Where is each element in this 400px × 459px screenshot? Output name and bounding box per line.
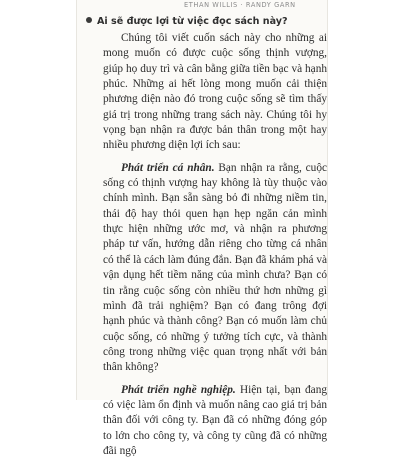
section-question-text: Ai sẽ được lợi từ việc đọc sách này?: [97, 16, 288, 27]
intro-paragraph: Chúng tôi viết cuốn sách này cho những ai mong muốn có được cuộc sống thịnh vượng, giúp họ duy trì và cân bằng giữa tiền bạc và hạnh phúc. Những ai hết lòng mong muốn cải thiện phương diện nào đó trong cuộc sống sẽ tìm thấy giá trị trong những trang sách này. Chúng tôi hy vọng bạn nhận ra được bản thân trong một hay nhiều phương diện lợi ích sau:: [103, 32, 327, 152]
body-text: [103, 31, 327, 459]
personal-development-text: Bạn nhận ra rằng, cuộc sống có thịnh vượng hay không là tùy thuộc vào chính mình. Bạn sẵn sàng bỏ đi những niềm tin, thái độ hay thói quen hạn hẹp ngăn cản mình thực hiện những ước mơ, và nhận ra phương pháp tư vấn, hướng dẫn riêng cho từng cá nhân có thể là cách làm đúng đắn. Bạn đã khám phá và vận dụng hết tiềm năng của mình chưa? Bạn có tin rằng cuộc sống còn nhiều thứ hơn những gì mình đã trải nghiệm? Bạn có đang trông đợi hạnh phúc và thành công? Bạn có muốn làm chủ cuộc sống, có những ý tưởng tích cực, và thành công trong những việc quan trọng nhất với bản thân không?: [103, 161, 327, 374]
running-header: ETHAN WILLIS · RANDY GARN: [184, 1, 296, 9]
section-question: [86, 16, 288, 27]
book-page: [76, 0, 328, 457]
bullet-icon: [86, 17, 92, 23]
career-development-heading: Phát triển nghề nghiệp.: [121, 383, 236, 396]
personal-development-heading: Phát triển cá nhân.: [121, 161, 215, 174]
career-development-text: Hiện tại, bạn đang có việc làm ổn định và muốn nâng cao giá trị bản thân đối với công ty. Bạn đã có những đóng góp to lớn cho công ty, và công ty cũng đã có những đãi ngộ: [103, 383, 327, 457]
career-development-paragraph: [103, 383, 327, 459]
personal-development-paragraph: [103, 161, 327, 376]
